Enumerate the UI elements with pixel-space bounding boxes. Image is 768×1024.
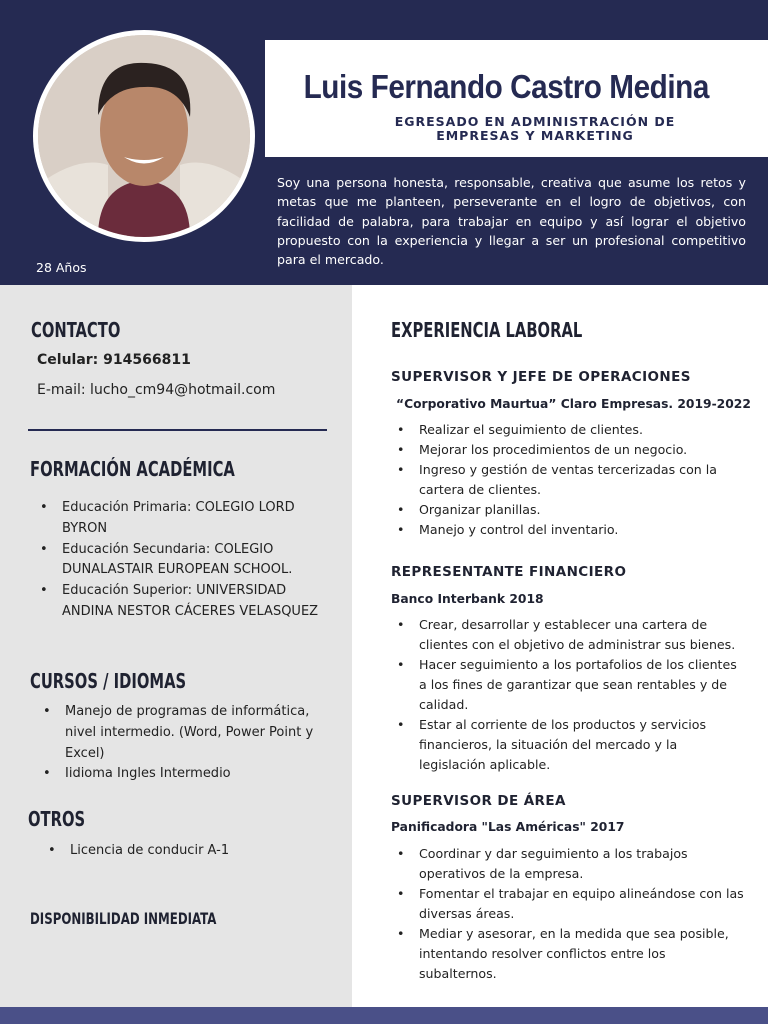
contact-divider <box>28 429 327 431</box>
list-item: • Estar al corriente de los productos y servicios financieros, la situación del mercado y la legislación aplicable. <box>397 715 747 775</box>
list-item: • Mejorar los procedimientos de un negocio. <box>397 440 747 460</box>
courses-heading: CURSOS / IDIOMAS <box>30 669 187 693</box>
list-item: • Educación Secundaria: COLEGIO DUNALASTAIR EUROPEAN SCHOOL. <box>40 540 340 582</box>
list-item: • Educación Superior: UNIVERSIDAD ANDINA NESTOR CÁCERES VELASQUEZ <box>40 581 340 623</box>
list-item: • Fomentar el trabajar en equipo alineándose con las diversas áreas. <box>397 884 747 924</box>
subtitle-line: EGRESADO EN ADMINISTRACIÓN DE <box>394 114 676 129</box>
portrait-illustration <box>38 35 250 237</box>
list-item: • Realizar el seguimiento de clientes. <box>397 420 747 440</box>
list-item: • Licencia de conducir A-1 <box>48 841 338 862</box>
job-company: Panificadora "Las Américas" 2017 <box>391 820 625 834</box>
job-tasks-list <box>397 420 747 540</box>
job-title: SUPERVISOR DE ÁREA <box>391 793 566 809</box>
job-subtitle <box>340 115 730 143</box>
list-item: • Coordinar y dar seguimiento a los trabajos operativos de la empresa. <box>397 844 747 884</box>
age-label: 28 Años <box>36 260 87 275</box>
job-tasks-list <box>397 844 747 984</box>
phone-value: Celular: 914566811 <box>37 352 191 368</box>
subtitle-line: EMPRESAS Y MARKETING <box>436 128 634 143</box>
job-tasks-list <box>397 615 747 775</box>
list-item: • Educación Primaria: COLEGIO LORD BYRON <box>40 498 340 540</box>
footer-band <box>0 1007 768 1024</box>
list-item: • Manejo de programas de informática, nivel intermedio. (Word, Power Point y Excel) <box>43 702 333 764</box>
list-item: • Hacer seguimiento a los portafolios de los clientes a los fines de garantizar que sean rentables y de calidad. <box>397 655 747 715</box>
education-list <box>40 498 340 623</box>
others-list <box>48 841 338 862</box>
avatar <box>38 35 250 237</box>
list-item: • Crear, desarrollar y establecer una cartera de clientes con el objetivo de administrar sus bienes. <box>397 615 747 655</box>
job-company: “Corporativo Maurtua” Claro Empresas. 2019-2022 <box>396 397 751 411</box>
job-title: SUPERVISOR Y JEFE DE OPERACIONES <box>391 369 691 385</box>
courses-list <box>43 702 333 785</box>
job-title: REPRESENTANTE FINANCIERO <box>391 564 627 580</box>
others-heading: OTROS <box>28 807 86 831</box>
contact-heading: CONTACTO <box>31 318 121 342</box>
list-item: • Mediar y asesorar, en la medida que sea posible, intentando resolver conflictos entre los subalternos. <box>397 924 747 984</box>
phone-text <box>37 352 191 368</box>
job-company: Banco Interbank 2018 <box>391 592 544 606</box>
list-item: • Manejo y control del inventario. <box>397 520 747 540</box>
education-heading: FORMACIÓN ACADÉMICA <box>30 457 235 481</box>
profile-summary: Soy una persona honesta, responsable, creativa que asume los retos y metas que me planteen, perseverante en el logro de objetivos, con facilidad de palabra, para trabajar en equipo y así lograr el objetivo propuesto con la experiencia y llegar a ser un profesional competitivo para el mercado. <box>277 175 746 268</box>
availability-heading: DISPONIBILIDAD INMEDIATA <box>30 909 217 928</box>
list-item: • Organizar planillas. <box>397 500 747 520</box>
list-item: • Iidioma Ingles Intermedio <box>43 764 333 785</box>
page-title: Luis Fernando Castro Medina <box>303 68 709 105</box>
email-text: E-mail: lucho_cm94@hotmail.com <box>37 382 276 398</box>
experience-heading: EXPERIENCIA LABORAL <box>391 318 583 342</box>
profile-photo <box>33 30 255 242</box>
list-item: • Ingreso y gestión de ventas tercerizadas con la cartera de clientes. <box>397 460 747 500</box>
